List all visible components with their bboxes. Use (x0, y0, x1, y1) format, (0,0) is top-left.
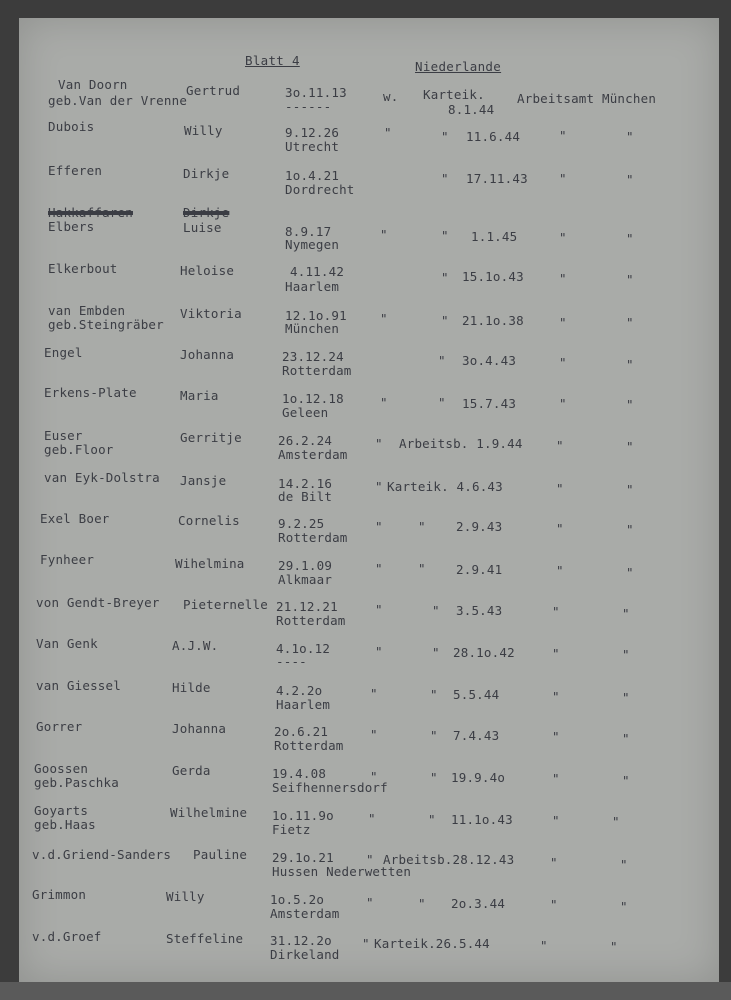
birth-date: 1o.4.21 (285, 168, 340, 183)
office-ditto: " (559, 128, 567, 143)
birth-place: Rotterdam (278, 530, 348, 545)
birth-place: Hussen Nederwetten (272, 864, 412, 879)
city-ditto: " (610, 939, 618, 954)
office-ditto: " (559, 230, 567, 245)
birth-date: 26.2.24 (278, 433, 333, 448)
sex: " (366, 852, 374, 867)
office-ditto: " (552, 771, 560, 786)
birth-date: 19.4.08 (272, 766, 327, 781)
first-name: Jansje (180, 473, 227, 488)
record-date: 15.7.43 (462, 396, 517, 411)
birth-place: Rotterdam (276, 613, 346, 628)
birth-date: 1o.5.2o (270, 892, 325, 907)
sex: " (375, 561, 383, 576)
city-ditto: " (626, 272, 634, 287)
sex: " (375, 602, 383, 617)
first-name: Luise (183, 220, 222, 235)
record-source: " (438, 395, 446, 410)
birth-date: 1o.12.18 (282, 391, 344, 406)
sex: w. (383, 89, 399, 104)
first-name: Steffeline (166, 931, 244, 946)
struck-first-name: Dirkje (183, 205, 230, 220)
surname: Van Doorn (58, 77, 128, 92)
sex: " (370, 727, 378, 742)
record-source: " (430, 728, 438, 743)
record-source: " (432, 645, 440, 660)
birth-date: 9.2.25 (278, 516, 325, 531)
office-ditto: " (552, 689, 560, 704)
city-ditto: " (626, 357, 634, 372)
record-date: 17.11.43 (466, 171, 528, 186)
birth-date: 4.2.2o (276, 683, 323, 698)
city-ditto: " (622, 690, 630, 705)
office-ditto: " (552, 813, 560, 828)
office-ditto: " (556, 563, 564, 578)
record-date: 15.1o.43 (462, 269, 524, 284)
surname: van Embden (48, 303, 126, 318)
first-name: Willy (166, 889, 205, 904)
surname: Exel Boer (40, 511, 110, 526)
birth-date: 4.1o.12 (276, 641, 331, 656)
birth-place: Dirkeland (270, 947, 340, 962)
city-ditto: " (626, 522, 634, 537)
birth-place: Fietz (272, 822, 311, 837)
birth-place: Rotterdam (274, 738, 344, 753)
record-date: 2.9.41 (456, 562, 503, 577)
city-ditto: " (622, 773, 630, 788)
birth-date: 3o.11.13 (285, 85, 347, 100)
sex: " (380, 227, 388, 242)
record-source: " (441, 313, 449, 328)
first-name: Heloise (180, 263, 235, 278)
birth-place: Amsterdam (278, 447, 348, 462)
record-source: " (418, 896, 426, 911)
sex: " (370, 686, 378, 701)
office-ditto: " (556, 521, 564, 536)
city-ditto: " (626, 482, 634, 497)
city-ditto: " (622, 606, 630, 621)
record-source: " (418, 561, 426, 576)
surname: Euser (44, 428, 83, 443)
office-ditto: " (559, 355, 567, 370)
office-ditto: " (559, 315, 567, 330)
birth-date: 29.1o.21 (272, 850, 334, 865)
record-date: 19.9.4o (451, 770, 506, 785)
record-date: 11.6.44 (466, 129, 521, 144)
surname: Fynheer (40, 552, 95, 567)
surname: Engel (44, 345, 83, 360)
office-ditto: " (550, 897, 558, 912)
birth-date: 12.1o.91 (285, 308, 347, 323)
scan-border (0, 982, 731, 1000)
office-ditto: " (556, 481, 564, 496)
record-date: 2.9.43 (456, 519, 503, 534)
birth-date: 21.12.21 (276, 599, 338, 614)
surname: van Giessel (36, 678, 121, 693)
surname: Goyarts (34, 803, 89, 818)
birth-date: 1o.11.9o (272, 808, 334, 823)
first-name: Cornelis (178, 513, 240, 528)
city-ditto: " (626, 231, 634, 246)
surname: v.d.Griend-Sanders (32, 847, 172, 862)
city-ditto: " (622, 731, 630, 746)
city-ditto: " (622, 647, 630, 662)
record-source: " (418, 519, 426, 534)
sex: " (384, 125, 392, 140)
record-date: 3.5.43 (456, 603, 503, 618)
record-date: 11.1o.43 (451, 812, 513, 827)
surname: von Gendt-Breyer (36, 595, 160, 610)
record-source: Karteik. (423, 87, 485, 102)
maiden-name: geb.Floor (44, 442, 114, 457)
record-source: Arbeitsb.28.12.43 (383, 852, 515, 867)
birth-place: Alkmaar (278, 572, 333, 587)
sex: " (380, 395, 388, 410)
sex: " (366, 895, 374, 910)
first-name: Gertrud (186, 83, 241, 98)
record-date: 7.4.43 (453, 728, 500, 743)
office-ditto: " (559, 171, 567, 186)
record-source: " (430, 687, 438, 702)
first-name: Johanna (172, 721, 227, 736)
maiden-name: geb.Van der Vrenne (48, 93, 188, 108)
record-source: " (441, 228, 449, 243)
birth-date: 14.2.16 (278, 476, 333, 491)
birth-date: 29.1.09 (278, 558, 333, 573)
maiden-name: geb.Paschka (34, 775, 119, 790)
birth-date: 2o.6.21 (274, 724, 329, 739)
birth-place: Dordrecht (285, 182, 355, 197)
sex: " (375, 479, 383, 494)
birth-date: 4.11.42 (290, 264, 345, 279)
office: Arbeitsamt München (517, 91, 657, 106)
struck-surname: Hakkaffaren (48, 205, 133, 220)
surname: v.d.Groef (32, 929, 102, 944)
sex: " (375, 436, 383, 451)
city-ditto: " (620, 899, 628, 914)
record-date: 1.1.45 (471, 229, 518, 244)
birth-place: ---- (276, 654, 307, 669)
first-name: Johanna (180, 347, 235, 362)
birth-place: de Bilt (278, 489, 333, 504)
surname: Elkerbout (48, 261, 118, 276)
record-source: " (430, 770, 438, 785)
record-date: 2o.3.44 (451, 896, 506, 911)
birth-place: München (285, 321, 340, 336)
city-ditto: " (626, 397, 634, 412)
record-date: 8.1.44 (448, 102, 495, 117)
birth-date: 23.12.24 (282, 349, 344, 364)
sex: " (370, 769, 378, 784)
birth-place: Haarlem (276, 697, 331, 712)
first-name: Dirkje (183, 166, 230, 181)
first-name: Gerritje (180, 430, 242, 445)
city-ditto: " (620, 857, 628, 872)
sex: " (375, 519, 383, 534)
office-ditto: " (556, 438, 564, 453)
record-source: Arbeitsb. 1.9.44 (399, 436, 523, 451)
birth-place: Rotterdam (282, 363, 352, 378)
first-name: Gerda (172, 763, 211, 778)
birth-place: Seifhennersdorf (272, 780, 388, 795)
first-name: Wilhelmine (170, 805, 248, 820)
record-source: " (428, 812, 436, 827)
record-date: 3o.4.43 (462, 353, 517, 368)
surname: van Eyk-Dolstra (44, 470, 160, 485)
record-source: " (432, 603, 440, 618)
sheet-number: Blatt 4 (245, 53, 300, 68)
surname: Erkens-Plate (44, 385, 137, 400)
birth-date: 9.12.26 (285, 125, 340, 140)
city-ditto: " (626, 129, 634, 144)
city-ditto: " (626, 565, 634, 580)
surname: Elbers (48, 219, 95, 234)
office-ditto: " (552, 729, 560, 744)
birth-place: Geleen (282, 405, 329, 420)
city-ditto: " (626, 439, 634, 454)
first-name: Pieternelle (183, 597, 268, 612)
record-source: " (438, 353, 446, 368)
office-ditto: " (559, 396, 567, 411)
city-ditto: " (626, 315, 634, 330)
document-page (19, 18, 719, 982)
birth-place: ------ (285, 99, 332, 114)
record-source: Karteik.26.5.44 (374, 936, 490, 951)
record-source: Karteik. 4.6.43 (387, 479, 503, 494)
birth-place: Haarlem (285, 279, 340, 294)
surname: Van Genk (36, 636, 98, 651)
sex: " (375, 644, 383, 659)
country-heading: Niederlande (415, 59, 502, 74)
record-source: " (441, 270, 449, 285)
birth-date: 31.12.2o (270, 933, 332, 948)
surname: Efferen (48, 163, 103, 178)
surname: Goossen (34, 761, 89, 776)
sex: " (380, 311, 388, 326)
birth-place: Utrecht (285, 139, 340, 154)
maiden-name: geb.Haas (34, 817, 96, 832)
first-name: Wihelmina (175, 556, 245, 571)
first-name: Hilde (172, 680, 211, 695)
office-ditto: " (552, 604, 560, 619)
sex: " (362, 936, 370, 951)
record-source: " (441, 129, 449, 144)
record-date: 21.1o.38 (462, 313, 524, 328)
city-ditto: " (626, 172, 634, 187)
office-ditto: " (550, 855, 558, 870)
surname: Dubois (48, 119, 95, 134)
first-name: Willy (184, 123, 223, 138)
sex: " (368, 811, 376, 826)
surname: Grimmon (32, 887, 87, 902)
birth-date: 8.9.17 (285, 224, 332, 239)
birth-place: Nymegen (285, 237, 340, 252)
first-name: A.J.W. (172, 638, 219, 653)
office-ditto: " (552, 646, 560, 661)
surname: Gorrer (36, 719, 83, 734)
record-source: " (441, 171, 449, 186)
first-name: Maria (180, 388, 219, 403)
first-name: Viktoria (180, 306, 242, 321)
record-date: 5.5.44 (453, 687, 500, 702)
birth-place: Amsterdam (270, 906, 340, 921)
maiden-name: geb.Steingräber (48, 317, 164, 332)
record-date: 28.1o.42 (453, 645, 515, 660)
first-name: Pauline (193, 847, 248, 862)
office-ditto: " (540, 938, 548, 953)
office-ditto: " (559, 271, 567, 286)
city-ditto: " (612, 814, 620, 829)
